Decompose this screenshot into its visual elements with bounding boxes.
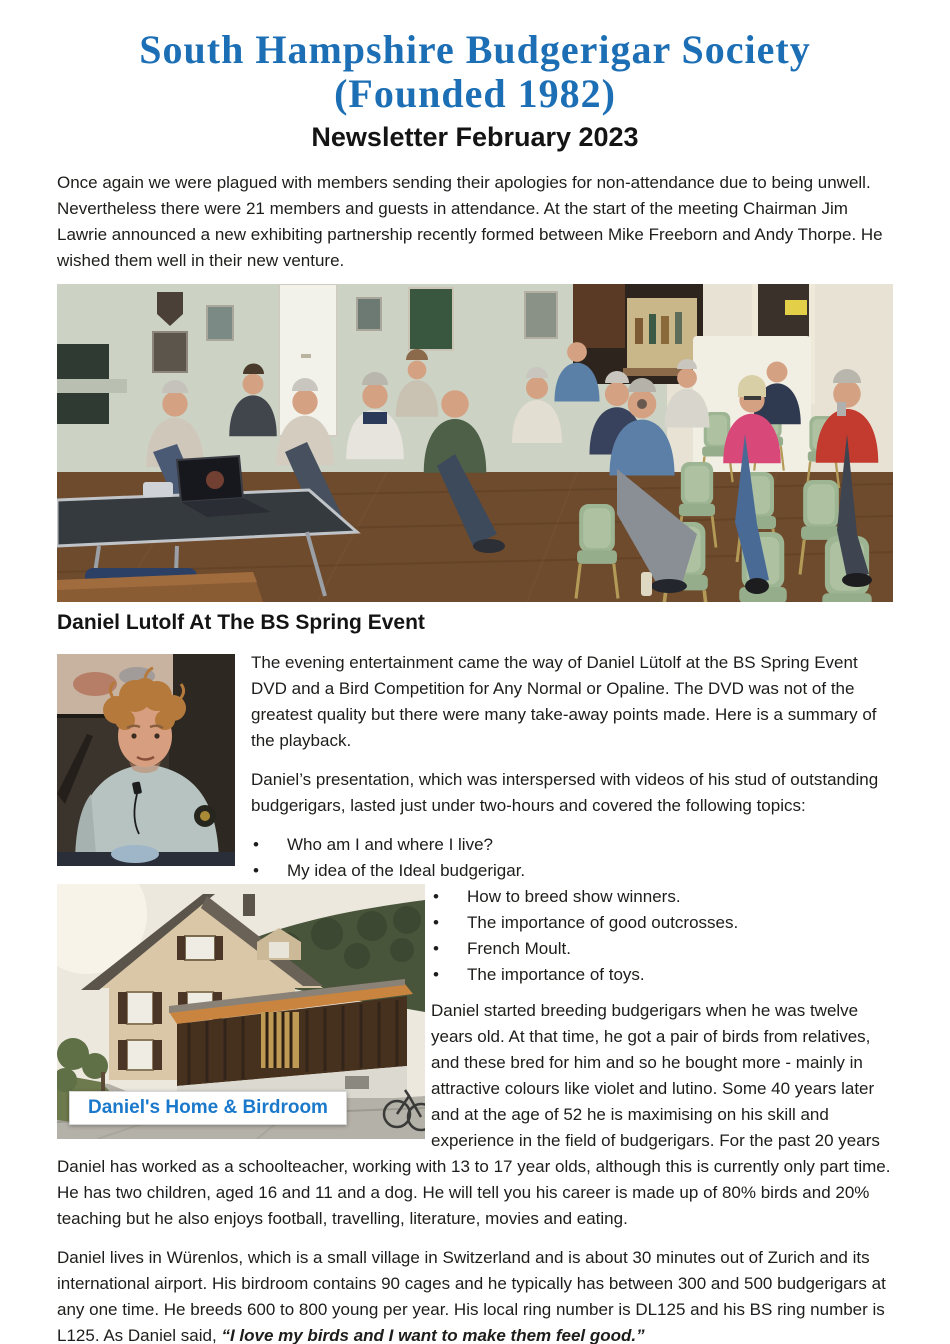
- para-presentation-topics: Daniel’s presentation, which was interspersed with videos of his stud of outstanding budgerigars, lasted just under two-hours and covered the following topics:: [251, 770, 879, 815]
- daniel-article: [57, 650, 893, 1344]
- topic-item: • How to breed show winners.: [431, 884, 893, 910]
- society-title-line2: (Founded 1982): [334, 71, 616, 116]
- daniel-portrait-illustration: [57, 654, 235, 866]
- society-title: [57, 28, 893, 116]
- para-daniel-home: [57, 1245, 893, 1344]
- para-evening-entertainment: The evening entertainment came the way of Daniel Lütolf at the BS Spring Event DVD and a Bird Competition for Any Normal or Opaline. The DVD was not of the greatest quality but there were many take-away points made. Here is a summary of the playback.: [251, 653, 877, 750]
- house-caption: Daniel's Home & Birdroom: [69, 1091, 347, 1125]
- para-daniel-background: Daniel started breeding budgerigars when he was twelve years old. At that time, he got a pair of birds from relatives, and these bred for him and so he bought more - mainly in attractive colours like violet and lutino. Some 40 years later and at the age of 52 he is maximising on his skill and experience in the field of budgerigars. For the past 20 years Daniel has worked as a schoolteacher, working with 13 to 17 year olds, although this is currently only part time. He has two children, aged 16 and 11 and a dog. He will tell you his career is made up of 80% birds and 20% teaching but he also enjoys football, travelling, literature, movies and eating.: [57, 1001, 891, 1228]
- daniel-portrait-photo: [57, 654, 235, 866]
- meeting-photo-illustration: [57, 284, 893, 602]
- topic-item: • The importance of toys.: [431, 962, 893, 988]
- meeting-photo: [57, 284, 893, 602]
- topics-list-secondary: [426, 884, 893, 988]
- para-daniel-home-text: Daniel lives in Würenlos, which is a small village in Switzerland and is about 30 minutes out of Zurich and its international airport. His birdroom contains 90 cages and he typically has between 300 and 500 budgerigars at any one time. He breeds 600 to 800 young per year. His local ring number is DL125 and his BS ring number is L125. As Daniel said,: [57, 1248, 886, 1344]
- newsletter-header: [57, 28, 893, 154]
- house-photo: [57, 884, 425, 1139]
- section-heading: Daniel Lutolf At The BS Spring Event: [57, 611, 425, 634]
- society-title-line1: South Hampshire Budgerigar Society: [139, 27, 811, 72]
- topic-item: • Who am I and where I live?: [251, 832, 893, 858]
- topic-item: • My idea of the Ideal budgerigar.: [251, 858, 893, 884]
- intro-paragraph: Once again we were plagued with members sending their apologies for non-attendance due to being unwell. Nevertheless there were 21 members and guests in attendance. At the start of the meeting Chairman Jim Lawrie announced a new exhibiting partnership recently formed between Mike Freeborn and Andy Thorpe. He wished them well in their new venture.: [57, 173, 883, 270]
- topic-item: • French Moult.: [431, 936, 893, 962]
- topic-item: • The importance of good outcrosses.: [431, 910, 893, 936]
- newsletter-subtitle: Newsletter February 2023: [311, 122, 639, 152]
- closing-quote: “I love my birds and I want to make them feel good.”: [221, 1326, 645, 1344]
